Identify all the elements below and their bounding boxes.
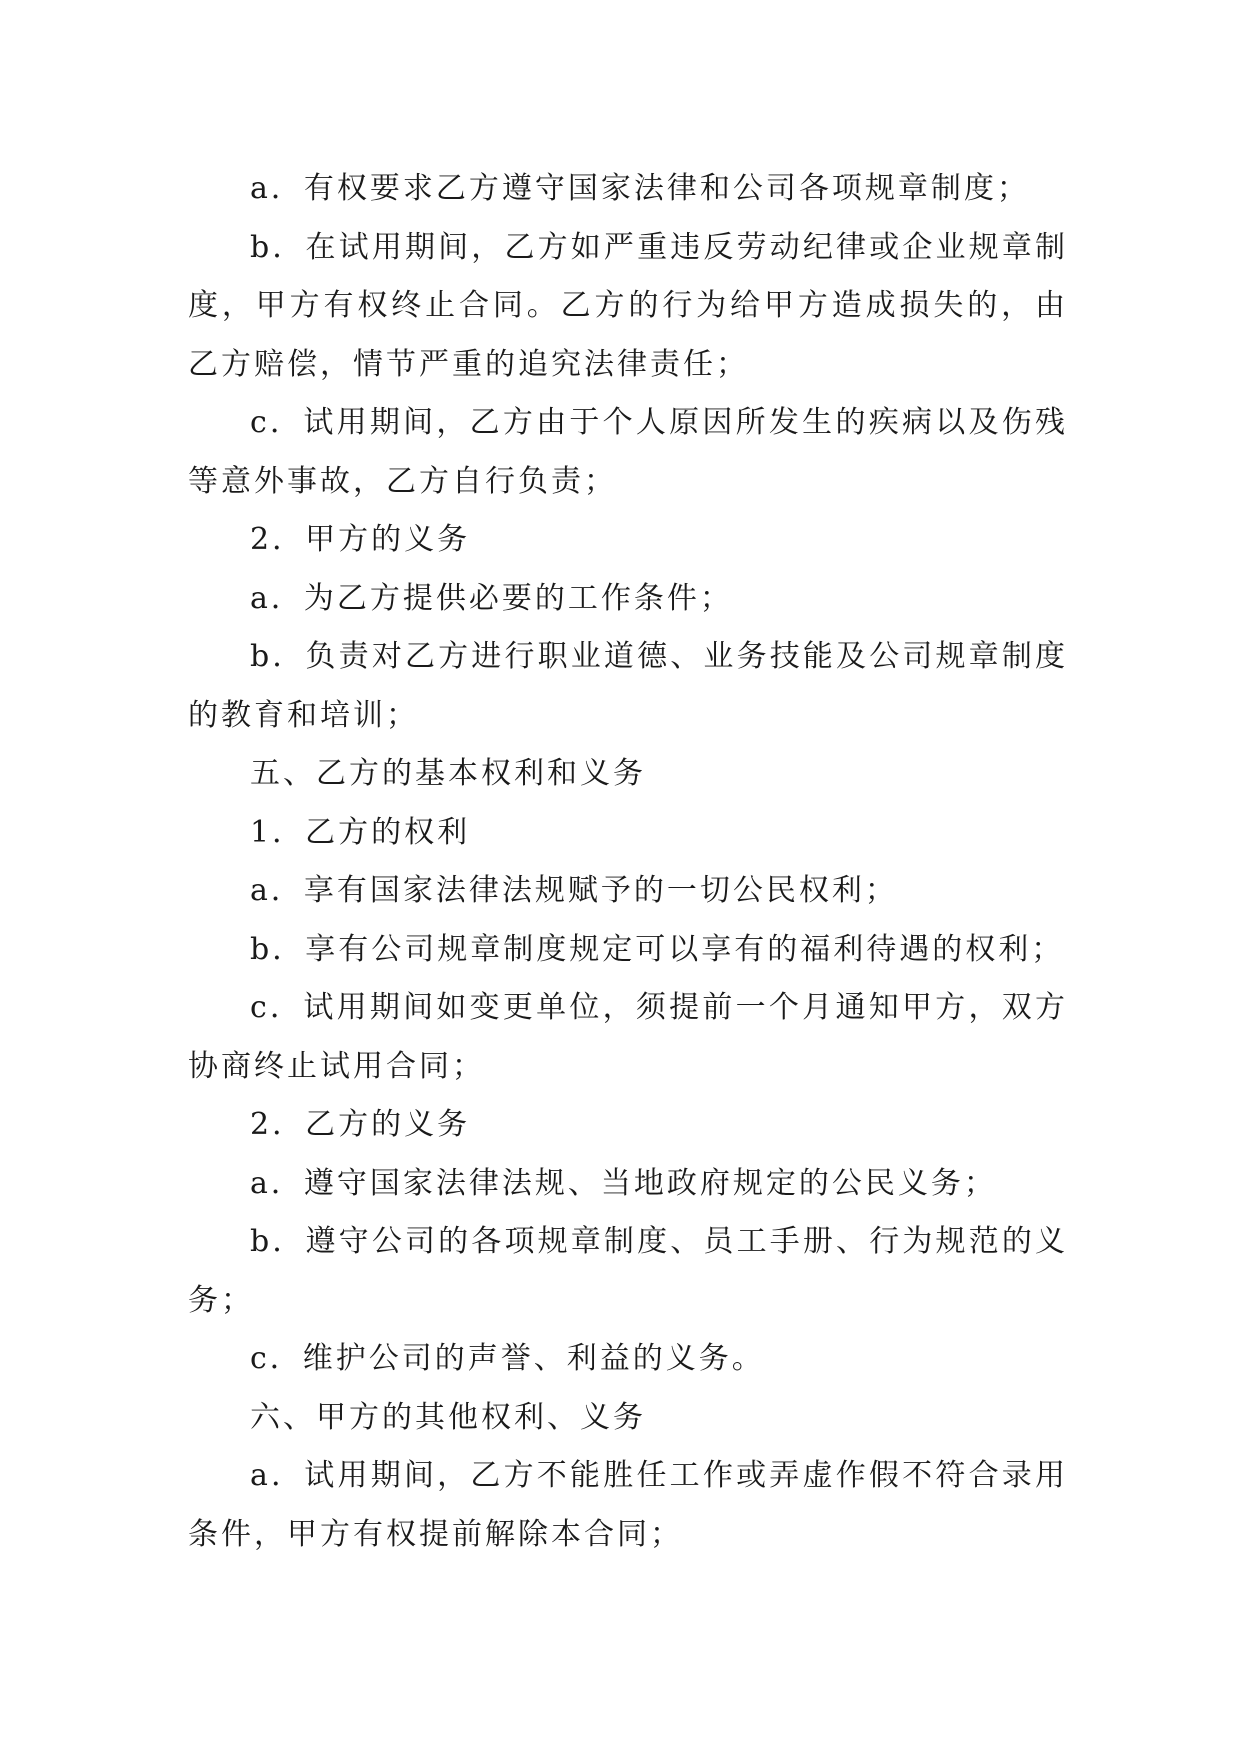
clause-c-protect-reputation: c．维护公司的声誉、利益的义务。 <box>250 1341 765 1376</box>
clause-b-obligation-training: b．负责对乙方进行职业道德、业务技能及公司规章制度的教育和培训； <box>188 639 1068 733</box>
clause-a-obey-laws: a．遵守国家法律法规、当地政府规定的公民义务； <box>250 1165 997 1201</box>
section-six-heading: 六、甲方的其他权利、义务 <box>250 1399 646 1435</box>
clause-b-welfare-rights: b．享有公司规章制度规定可以享有的福利待遇的权利； <box>250 931 1065 967</box>
clause-c-change-employer-notice: c．试用期间如变更单位，须提前一个月通知甲方，双方协商终止试用合同； <box>188 990 1068 1084</box>
section-five-heading: 五、乙方的基本权利和义务 <box>250 756 646 791</box>
clause-a-early-termination: a．试用期间，乙方不能胜任工作或弄虚作假不符合录用条件，甲方有权提前解除本合同； <box>188 1458 1068 1552</box>
clause-a-civil-rights: a．享有国家法律法规赋予的一切公民权利； <box>250 873 898 908</box>
clause-c-right-accident-responsibility: c．试用期间，乙方由于个人原因所发生的疾病以及伤残等意外事故，乙方自行负责； <box>188 405 1068 499</box>
clause-a-right-require-compliance: a．有权要求乙方遵守国家法律和公司各项规章制度； <box>250 171 1030 206</box>
heading-party-a-obligations: 2．甲方的义务 <box>250 522 471 557</box>
document-body <box>188 160 1068 1564</box>
heading-party-b-obligations: 2．乙方的义务 <box>250 1107 471 1142</box>
clause-a-obligation-work-conditions: a．为乙方提供必要的工作条件； <box>250 580 733 616</box>
clause-b-right-terminate-trial: b．在试用期间，乙方如严重违反劳动纪律或企业规章制度，甲方有权终止合同。乙方的行为给甲方造成损失的，由乙方赔偿，情节严重的追究法律责任； <box>188 229 1068 382</box>
clause-b-obey-company-rules: b．遵守公司的各项规章制度、员工手册、行为规范的义务； <box>188 1224 1068 1318</box>
heading-party-b-rights: 1．乙方的权利 <box>250 814 471 850</box>
